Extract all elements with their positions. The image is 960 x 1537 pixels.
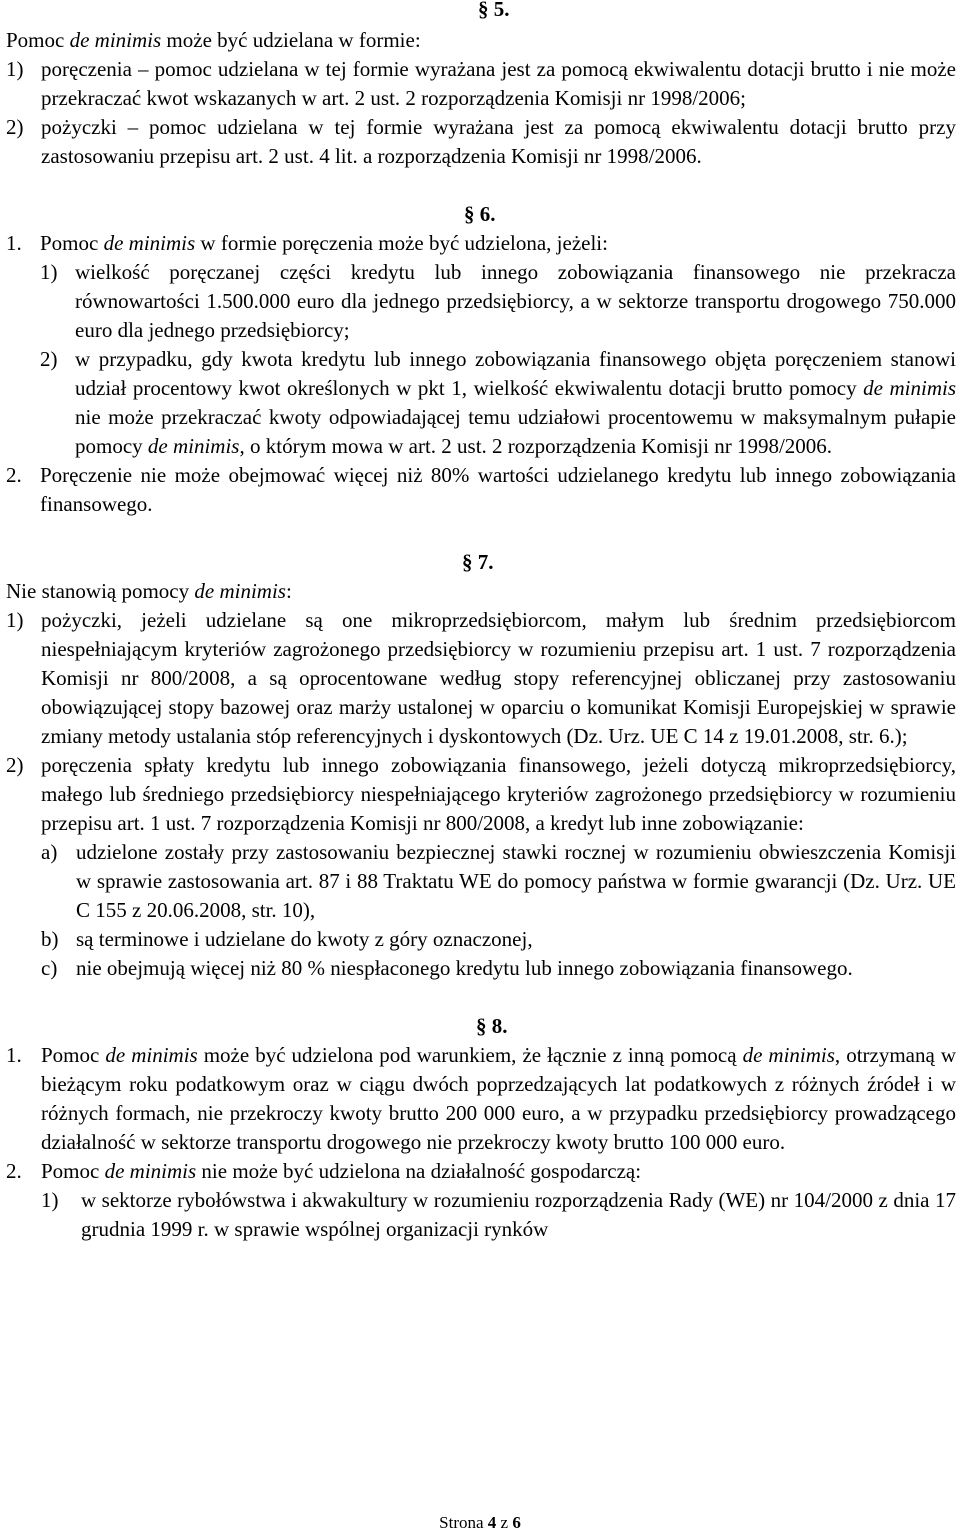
current-page-number: 4: [487, 1513, 497, 1532]
item-text: nie obejmują więcej niż 80 % niespłaconego kredytu lub innego zobowiązania finansowego.: [76, 956, 853, 980]
intro-text: Nie stanowią pomocy: [6, 579, 195, 603]
document-page: [6, 0, 956, 1244]
footer-text: Strona: [439, 1513, 488, 1532]
intro-text: :: [285, 579, 292, 603]
paragraph-text: Poręczenie nie może obejmować więcej niż 80% wartości udzielanego kredytu lub innego zobowiązania finansowego.: [40, 463, 956, 516]
section-7-subitem-b: [41, 925, 956, 954]
section-7-subitem-a: [41, 838, 956, 925]
paragraph-italic: de minimis: [742, 1043, 835, 1067]
intro-text: Pomoc: [6, 28, 70, 52]
item-letter: a): [41, 840, 58, 864]
section-8-paragraph-2: [6, 1157, 956, 1186]
section-6-paragraph-1: [6, 229, 956, 258]
section-8-heading: § 8.: [476, 1014, 508, 1038]
section-7-item-2: [6, 751, 956, 838]
section-5-item-2: [6, 113, 956, 171]
paragraph-text: w formie poręczenia może być udzielona, jeżeli:: [195, 231, 608, 255]
item-number: 1): [6, 57, 24, 81]
intro-text: może być udzielana w formie:: [161, 28, 421, 52]
section-5-heading: § 5.: [478, 0, 510, 21]
section-7-heading: § 7.: [462, 550, 494, 574]
paragraph-italic: de minimis: [104, 1159, 197, 1183]
item-text: w przypadku, gdy kwota kredytu lub innego zobowiązania finansowego objęta poręczeniem stanowi udział procentowy kwot określonych w pkt 1, wielkość ekwiwalentu dotacji brutto pomocy: [75, 347, 956, 400]
paragraph-italic: de minimis: [103, 231, 196, 255]
paragraph-text: może być udzielona pod warunkiem, że łącznie z inną pomocą: [197, 1043, 743, 1067]
item-text: udzielone zostały przy zastosowaniu bezpiecznej stawki rocznej w rozumieniu obwieszczenia Komisji w sprawie zastosowania art. 87 i 88 Traktatu WE do pomocy państwa w formie gwarancji (Dz. Urz. UE C 155 z 20.06.2008, str. 10),: [76, 840, 956, 922]
paragraph-text: nie może być udzielona na działalność gospodarczą:: [196, 1159, 642, 1183]
item-text: pożyczki, jeżeli udzielane są one mikroprzedsiębiorcom, małym lub średnim przedsiębiorcom niespełniającym kryteriów zagrożonego przedsiębiorcy w rozumieniu przepisu art. 1 ust. 7 rozporządzenia Komisji nr 800/2008, a są oprocentowane według stopy referencyjnej obliczanej przy zastosowaniu obowiązującej stopy bazowej oraz marży ustalonej w oparciu o komunikat Komisji Europejskiej w sprawie zmiany metody ustalania stóp referencyjnych i dyskontowych (Dz. Urz. UE C 14 z 19.01.2008, str. 6.);: [41, 608, 956, 748]
paragraph-italic: de minimis: [105, 1043, 198, 1067]
intro-italic: de minimis: [69, 28, 162, 52]
item-text: wielkość poręczanej części kredytu lub innego zobowiązania finansowego nie przekracza równowartości 1.500.000 euro dla jednego przedsiębiorcy, a w sektorze transportu drogowego 750.000 euro dla jednego przedsiębiorcy;: [75, 260, 956, 342]
paragraph-text: Pomoc: [41, 1043, 106, 1067]
section-5-heading-row: [6, 0, 956, 26]
page-footer: [0, 1512, 960, 1534]
item-text: poręczenia spłaty kredytu lub innego zobowiązania finansowego, jeżeli dotyczą mikroprzedsiębiorcy, małego lub średniego przedsiębiorcy niespełniającego kryteriów zagrożonego przedsiębiorcy w rozumieniu przepisu art. 1 ust. 7 rozporządzenia Komisji nr 800/2008, a kredyt lub inne zobowiązanie:: [41, 753, 956, 835]
item-letter: b): [41, 927, 59, 951]
item-italic: de minimis: [863, 376, 957, 400]
section-7-intro: [6, 577, 956, 606]
section-6-subitem-1: [40, 258, 956, 345]
item-number: 2): [40, 347, 58, 371]
section-8-heading-row: [6, 1012, 956, 1041]
item-text: , o którym mowa w art. 2 ust. 2 rozporządzenia Komisji nr 1998/2006.: [239, 434, 833, 458]
section-6-heading: § 6.: [464, 202, 496, 226]
paragraph-number: 1.: [6, 231, 22, 255]
total-page-number: 6: [512, 1513, 521, 1532]
section-5-item-1: [6, 55, 956, 113]
item-text: nie może przekraczać kwoty odpowiadającej temu udziałowi procentowemu w maksymalnym pułapie pomocy: [75, 405, 956, 458]
item-text: są terminowe i udzielane do kwoty z góry oznaczonej,: [76, 927, 533, 951]
item-number: 2): [6, 753, 24, 777]
section-7-subitem-c: [41, 954, 956, 983]
paragraph-text: Pomoc: [41, 1159, 105, 1183]
paragraph-number: 2.: [6, 463, 22, 487]
section-8-subitem-1: [41, 1186, 956, 1244]
footer-text: z: [496, 1513, 513, 1532]
item-number: 2): [6, 115, 24, 139]
item-text: w sektorze rybołówstwa i akwakultury w rozumieniu rozporządzenia Rady (WE) nr 104/2000 z dnia 17 grudnia 1999 r. w sprawie wspólnej organizacji rynków: [81, 1188, 956, 1241]
paragraph-text: Pomoc: [40, 231, 104, 255]
paragraph-number: 1.: [6, 1043, 22, 1067]
item-number: 1): [41, 1188, 59, 1212]
item-italic: de minimis: [147, 434, 240, 458]
section-6-subitem-2: [40, 345, 956, 461]
intro-italic: de minimis: [194, 579, 286, 603]
paragraph-text: , otrzymaną w bieżącym roku podatkowym oraz w ciągu dwóch poprzedzających lat podatkowych z różnych źródeł i w różnych formach, nie przekroczy kwoty brutto 200 000 euro, a w przypadku przedsiębiorcy prowadzącego działalność w sektorze transportu drogowego nie przekroczy kwoty brutto 100 000 euro.: [41, 1043, 956, 1154]
section-5-intro: [6, 26, 956, 55]
item-letter: c): [41, 956, 58, 980]
section-8-paragraph-1: [6, 1041, 956, 1157]
item-text: poręczenia – pomoc udzielana w tej formie wyrażana jest za pomocą ekwiwalentu dotacji brutto i nie może przekraczać kwot wskazanych w art. 2 ust. 2 rozporządzenia Komisji nr 1998/2006;: [41, 57, 956, 110]
item-number: 1): [6, 608, 24, 632]
item-text: pożyczki – pomoc udzielana w tej formie wyrażana jest za pomocą ekwiwalentu dotacji brutto przy zastosowaniu przepisu art. 2 ust. 4 lit. a rozporządzenia Komisji nr 1998/2006.: [41, 115, 956, 168]
paragraph-number: 2.: [6, 1159, 22, 1183]
section-6-heading-row: [6, 200, 956, 229]
section-7-heading-row: [6, 548, 956, 577]
section-7-item-1: [6, 606, 956, 751]
item-number: 1): [40, 260, 58, 284]
section-6-paragraph-2: [6, 461, 956, 519]
